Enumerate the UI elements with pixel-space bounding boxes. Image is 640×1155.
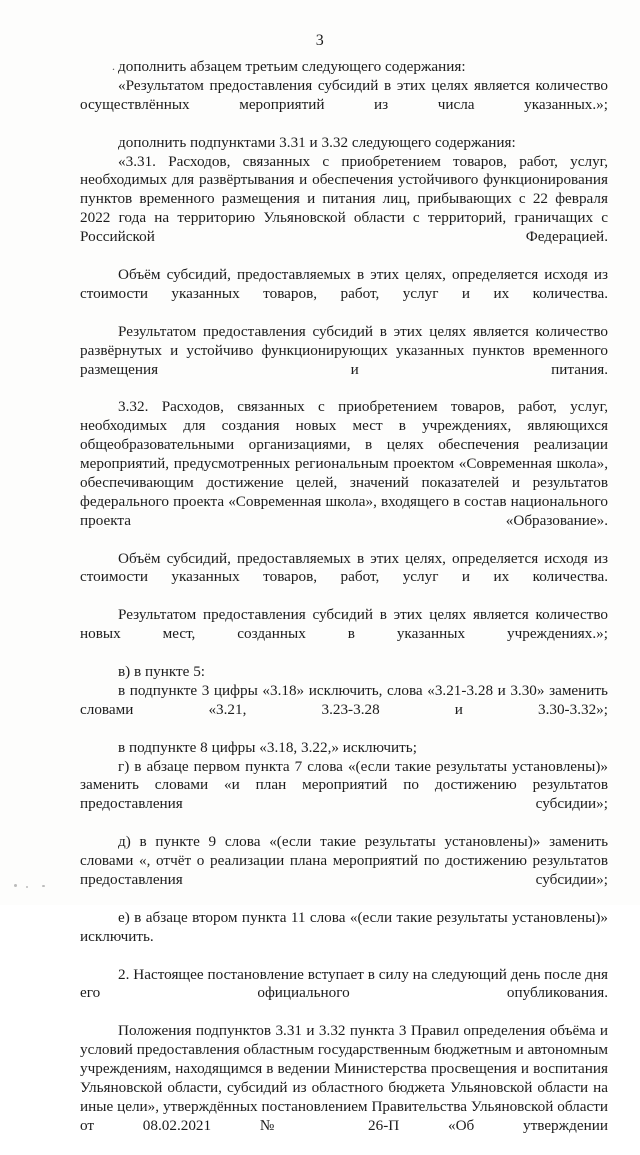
paragraph: в подпункте 8 цифры «3.18, 3.22,» исключить; [118, 738, 417, 756]
scan-speck [26, 886, 28, 888]
document-body [80, 58, 608, 1155]
paragraph: в) в пункте 5: [118, 663, 206, 680]
paragraph: д) в пункте 9 слова «(если такие результаты установлены)» заменить словами «, отчёт о реализации плана мероприятий по достижению результатов предоставления субсидии»; [80, 833, 608, 888]
paragraph: г) в абзаце первом пункта 7 слова «(если такие результаты установлены)» заменить словами «и план мероприятий по достижению результатов предоставления субсидии»; [80, 757, 608, 813]
paragraph: 3.32. Расходов, связанных с приобретением товаров, работ, услуг, необходимых для создания новых мест в учреждениях, являющихся общеобразовательными организациями, в целях обеспечения реализации мероприятий, предусмотренных региональным проектом «Современная школа», обеспечивающим достижение целей, значений показателей и результатов федерального проекта «Современная школа», входящего в состав национального проекта «Образование». [80, 398, 608, 529]
paragraph: е) в абзаце втором пункта 11 слова «(если такие результаты установлены)» исключить. [80, 908, 608, 945]
scan-speck [14, 884, 17, 887]
paragraph: Объём субсидий, предоставляемых в этих целях, определяется исходя из стоимости указанных товаров, работ, услуг и их количества. [80, 549, 608, 586]
paragraph: Результатом предоставления субсидий в этих целях является количество развёрнутых и устойчиво функционирующих указанных пунктов временного размещения и питания. [80, 322, 608, 378]
paragraph: Положения подпунктов 3.31 и 3.32 пункта 3 Правил определения объёма и условий предоставления областным государственным бюджетным и автономным учреждениям, находящимся в ведении Министерства просвещения и воспитания Ульяновской области, субсидий из областного бюджета Ульяновской области на иные цели», утверждённых постановлением Правительства Ульяновской области от 08.02.2021 № 26-П «Об утверждении [80, 1022, 608, 1134]
paragraph: дополнить абзацем третьим следующего содержания: [118, 58, 466, 75]
scan-speck [42, 885, 45, 887]
paragraph: «Результатом предоставления субсидий в этих целях является количество осуществлённых мероприятий из числа указанных.»; [80, 76, 608, 113]
paragraph: «3.31. Расходов, связанных с приобретением товаров, работ, услуг, необходимых для развёртывания и обеспечения устойчивого функционирования пунктов временного размещения и питания лиц, прибывающих с 22 февраля 2022 года на территорию Ульяновской области с территорий, граничащих с Российской Федерацией. [80, 152, 608, 246]
paragraph: 2. Настоящее постановление вступает в силу на следующий день после дня его официального опубликования. [80, 965, 608, 1002]
paragraph: дополнить подпунктами 3.31 и 3.32 следующего содержания: [118, 133, 516, 151]
page-number: 3 [315, 32, 325, 49]
margin-mark: . [112, 59, 115, 73]
paragraph: Объём субсидий, предоставляемых в этих целях, определяется исходя из стоимости указанных товаров, работ, услуг и их количества. [80, 265, 608, 302]
paragraph: в подпункте 3 цифры «3.18» исключить, слова «3.21-3.28 и 3.30» заменить словами «3.21, 3.23-3.28 и 3.30-3.32»; [80, 681, 608, 718]
paragraph: Результатом предоставления субсидий в этих целях является количество новых мест, созданных в указанных учреждениях.»; [80, 606, 608, 643]
